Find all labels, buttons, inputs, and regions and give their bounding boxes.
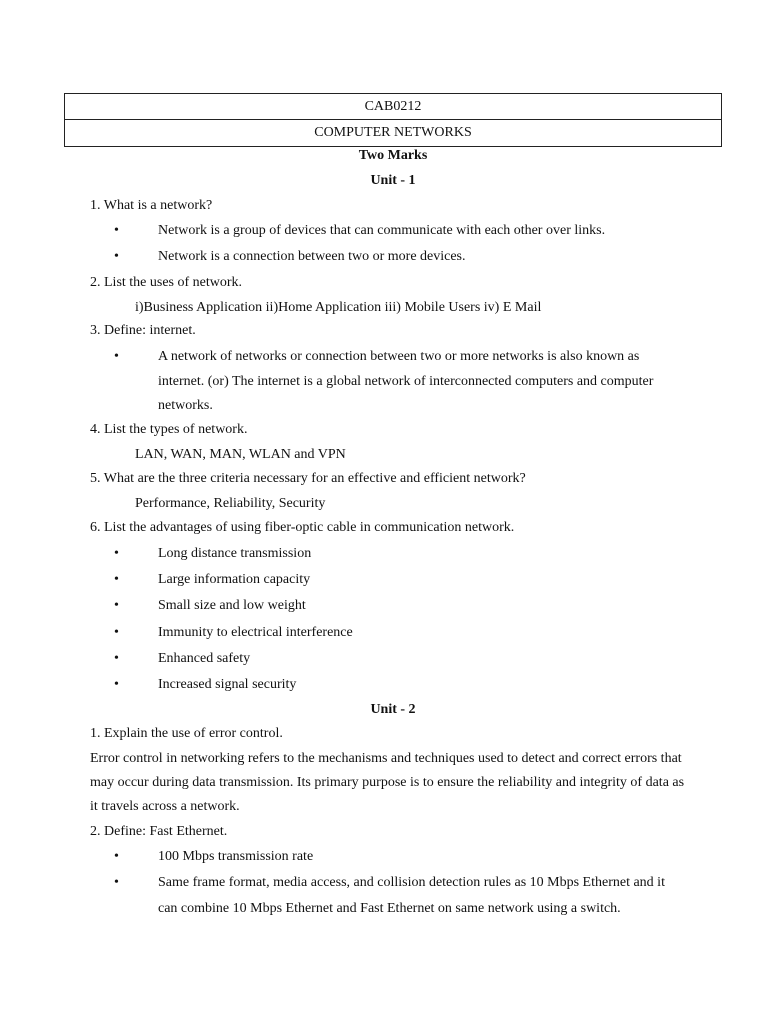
u1-q3-bullet-line-2: internet. (or) The internet is a global network of interconnected computers and computer bbox=[158, 374, 654, 389]
bullet-icon: • bbox=[114, 349, 119, 364]
header-table bbox=[64, 93, 722, 147]
u2-question-2: 2. Define: Fast Ethernet. bbox=[90, 824, 228, 839]
bullet-icon: • bbox=[114, 223, 119, 238]
bullet-icon: • bbox=[114, 677, 119, 692]
u2-q2-bullet-2-line-2: can combine 10 Mbps Ethernet and Fast Ethernet on same network using a switch. bbox=[158, 901, 621, 916]
u1-q3-bullet-line-1: A network of networks or connection between two or more networks is also known as bbox=[158, 349, 640, 364]
unit-1-title: Unit - 1 bbox=[370, 173, 416, 188]
unit-2-title: Unit - 2 bbox=[370, 702, 416, 717]
course-title: COMPUTER NETWORKS bbox=[65, 120, 722, 147]
bullet-icon: • bbox=[114, 546, 119, 561]
u1-q5-answer: Performance, Reliability, Security bbox=[135, 496, 326, 511]
course-code: CAB0212 bbox=[65, 94, 722, 120]
u1-q1-bullet-1: Network is a group of devices that can communicate with each other over links. bbox=[158, 223, 606, 238]
u1-question-3: 3. Define: internet. bbox=[90, 323, 196, 338]
u2-q1-para-line-2: may occur during data transmission. Its primary purpose is to ensure the reliability and integrity of data as bbox=[90, 775, 685, 790]
u1-q1-bullet-2: Network is a connection between two or more devices. bbox=[158, 249, 466, 264]
bullet-icon: • bbox=[114, 849, 119, 864]
bullet-icon: • bbox=[114, 598, 119, 613]
u2-q1-para-line-1: Error control in networking refers to the mechanisms and techniques used to detect and correct errors that bbox=[90, 751, 682, 766]
u1-q6-bullet-4: Immunity to electrical interference bbox=[158, 625, 353, 640]
bullet-icon: • bbox=[114, 249, 119, 264]
u1-question-4: 4. List the types of network. bbox=[90, 422, 248, 437]
u2-q1-para-line-3: it travels across a network. bbox=[90, 799, 240, 814]
u2-q2-bullet-1: 100 Mbps transmission rate bbox=[158, 849, 314, 864]
bullet-icon: • bbox=[114, 625, 119, 640]
u1-question-6: 6. List the advantages of using fiber-optic cable in communication network. bbox=[90, 520, 515, 535]
u1-q3-bullet-line-3: networks. bbox=[158, 398, 213, 413]
u1-q6-bullet-6: Increased signal security bbox=[158, 677, 297, 692]
u1-question-1: 1. What is a network? bbox=[90, 198, 213, 213]
u1-q6-bullet-1: Long distance transmission bbox=[158, 546, 312, 561]
u1-q6-bullet-5: Enhanced safety bbox=[158, 651, 251, 666]
u1-question-2: 2. List the uses of network. bbox=[90, 275, 243, 290]
u1-q6-bullet-3: Small size and low weight bbox=[158, 598, 306, 613]
bullet-icon: • bbox=[114, 651, 119, 666]
u1-q2-answer: i)Business Application ii)Home Application iii) Mobile Users iv) E Mail bbox=[135, 300, 542, 315]
bullet-icon: • bbox=[114, 875, 119, 890]
u1-question-5: 5. What are the three criteria necessary for an effective and efficient network? bbox=[90, 471, 526, 486]
bullet-icon: • bbox=[114, 572, 119, 587]
u2-q2-bullet-2-line-1: Same frame format, media access, and collision detection rules as 10 Mbps Ethernet and it bbox=[158, 875, 665, 890]
u1-q4-answer: LAN, WAN, MAN, WLAN and VPN bbox=[135, 447, 346, 462]
u1-q6-bullet-2: Large information capacity bbox=[158, 572, 311, 587]
section-title: Two Marks bbox=[358, 148, 428, 163]
u2-question-1: 1. Explain the use of error control. bbox=[90, 726, 283, 741]
